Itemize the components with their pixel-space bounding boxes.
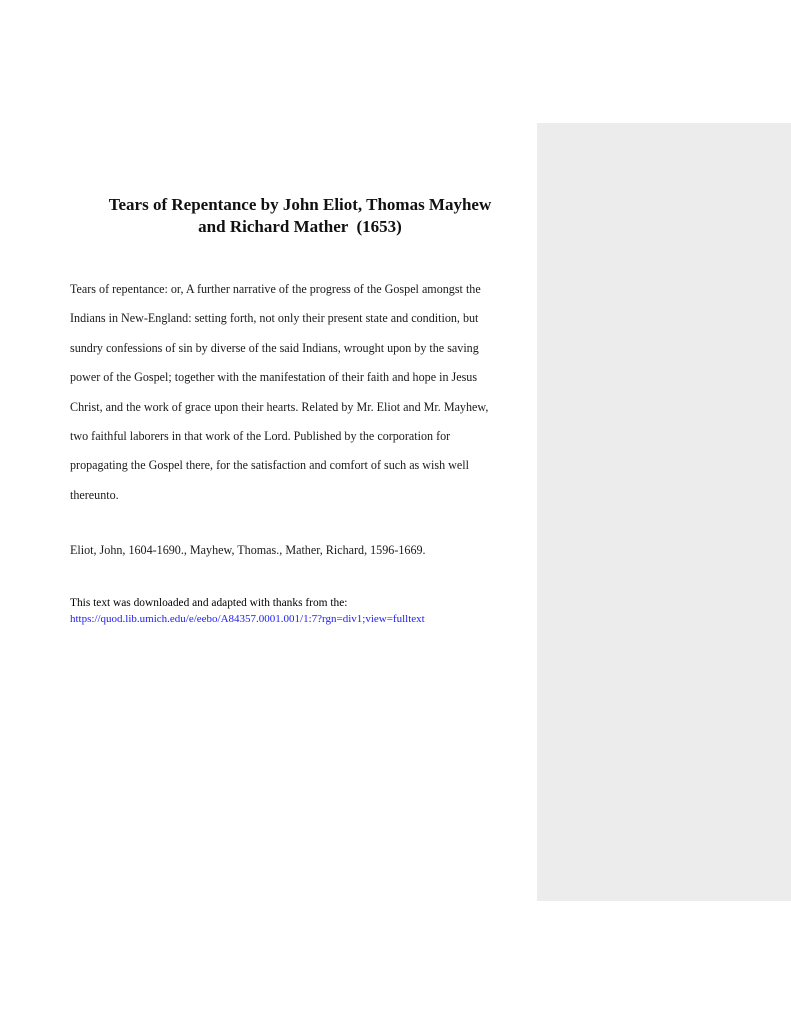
source-block xyxy=(70,595,425,627)
paragraph-line: two faithful laborers in that work of the Lord. Published by the corporation for xyxy=(70,429,451,444)
paragraph-line: sundry confessions of sin by diverse of the said Indians, wrought upon by the saving xyxy=(70,340,479,355)
title-line-1: Tears of Repentance by John Eliot, Thomas Mayhew xyxy=(108,195,492,214)
description-paragraph xyxy=(70,275,530,510)
comment-pane xyxy=(537,123,791,901)
paragraph-line: Tears of repentance: or, A further narrative of the progress of the Gospel amongst the xyxy=(70,282,481,296)
source-link[interactable]: https://quod.lib.umich.edu/e/eebo/A84357.0001.001/1:7?rgn=div1;view=fulltext xyxy=(70,613,425,625)
paragraph-line: Christ, and the work of grace upon their hearts. Related by Mr. Eliot and Mr. Mayhew, xyxy=(70,399,489,414)
title-line-2: and Richard Mather (1653) xyxy=(198,217,402,236)
paragraph-line: Indians in New-England: setting forth, not only their present state and condition, but xyxy=(70,311,479,326)
document-title xyxy=(70,194,530,238)
source-note: This text was downloaded and adapted with thanks from the: xyxy=(70,597,348,609)
paragraph-line: propagating the Gospel there, for the satisfaction and comfort of such as wish well xyxy=(70,458,469,473)
paragraph-line: power of the Gospel; together with the manifestation of their faith and hope in Jesus xyxy=(70,370,478,385)
authors-line: Eliot, John, 1604-1690., Mayhew, Thomas., Mather, Richard, 1596-1669. xyxy=(70,543,426,557)
paragraph-line: thereunto. xyxy=(70,487,119,502)
